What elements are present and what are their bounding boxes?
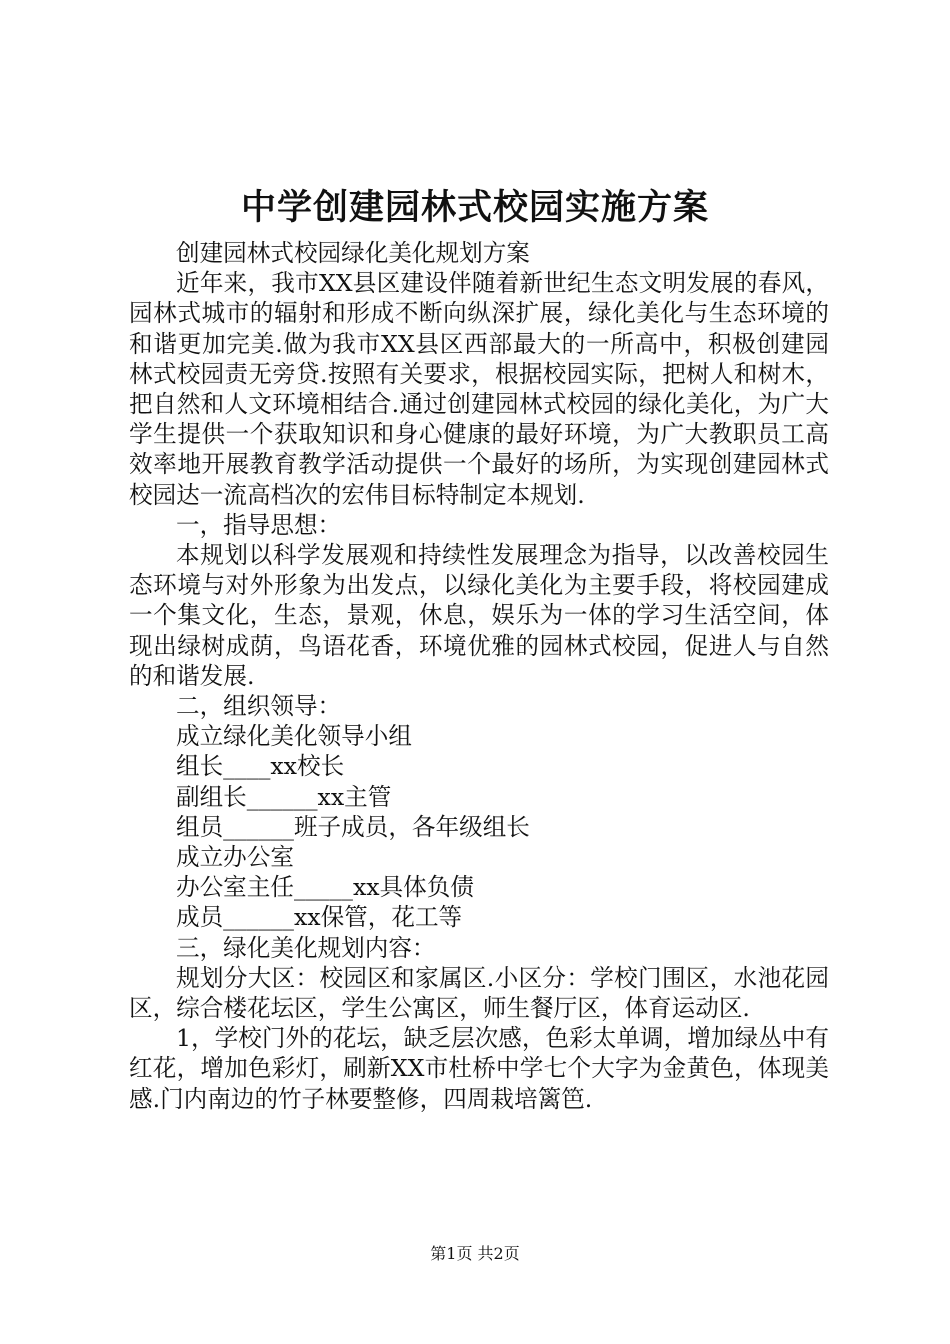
paragraph-plan-item-1: 1，学校门外的花坛，缺乏层次感，色彩太单调，增加绿丛中有红花，增加色彩灯，刷新XX市杜桥中学七个大字为金黄色，体现美感.门内南边的竹子林要整修，四周栽培篱笆.	[129, 1024, 829, 1113]
section-heading-organization: 二，组织领导：	[176, 692, 342, 721]
paragraph-guiding-ideology: 本规划以科学发展观和持续性发展理念为指导，以改善校园生态环境与对外形象为出发点，以绿化美化为主要手段，将校园建成一个集文化，生态，景观，休息，娱乐为一体的学习生活空间，体现出绿树成荫，鸟语花香，环境优雅的园林式校园，促进人与自然的和谐发展.	[129, 541, 829, 690]
list-item-office-director: 办公室主任_____xx具体负债	[176, 873, 474, 902]
page-footer: 第1页 共2页	[430, 1244, 520, 1263]
paragraph-intro: 近年来，我市XX县区建设伴随着新世纪生态文明发展的春风，园林式城市的辐射和形成不断向纵深扩展，绿化美化与生态环境的和谐更加完美.做为我市XX县区西部最大的一所高中，积极创建园林式校园责无旁贷.按照有关要求，根据校园实际，把树人和树木，把自然和人文环境相结合.通过创建园林式校园的绿化美化，为广大学生提供一个获取知识和身心健康的最好环境，为广大教职员工高效率地开展教育教学活动提供一个最好的场所，为实现创建园林式校园达一流高档次的宏伟目标特制定本规划.	[129, 269, 829, 509]
section-heading-plan-content: 三，绿化美化规划内容：	[176, 933, 436, 962]
list-item-leadership-group: 成立绿化美化领导小组	[176, 722, 412, 751]
list-item-office-members: 成员______xx保管，花工等	[176, 903, 463, 932]
list-item-members: 组员______班子成员，各年级组长	[176, 812, 530, 841]
list-item-deputy-leader: 副组长______xx主管	[176, 782, 392, 811]
paragraph-plan-areas: 规划分大区：校园区和家属区.小区分：学校门围区，水池花园区，综合楼花坛区，学生公寓区，师生餐厅区，体育运动区.	[129, 963, 829, 1023]
list-item-office: 成立办公室	[176, 843, 294, 872]
paragraph-subtitle: 创建园林式校园绿化美化规划方案	[176, 239, 530, 267]
document-title: 中学创建园林式校园实施方案	[240, 187, 709, 228]
section-heading-guiding-ideology: 一，指导思想：	[176, 510, 342, 539]
document-body	[129, 238, 829, 1114]
list-item-group-leader: 组长____xx校长	[176, 752, 345, 781]
